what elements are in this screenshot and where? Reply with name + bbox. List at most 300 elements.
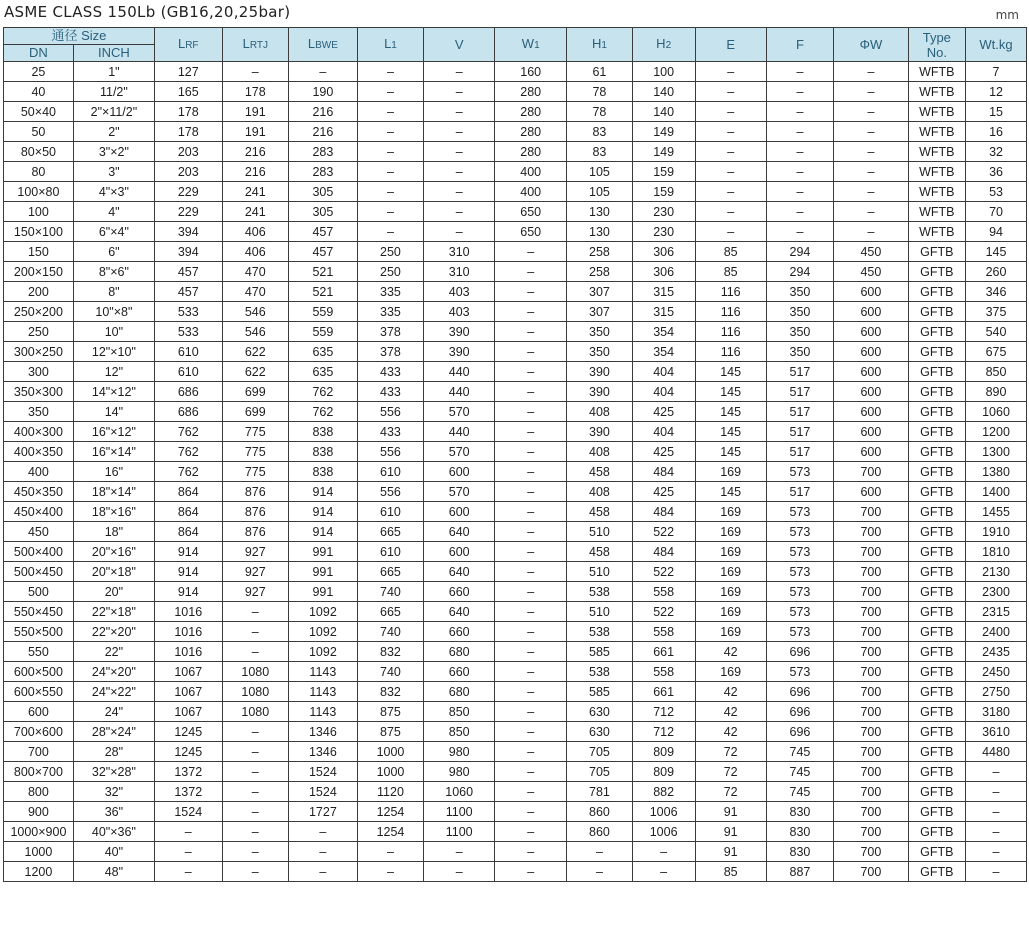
lrtj-cell: 699 (222, 402, 288, 422)
weight-cell: 16 (966, 122, 1027, 142)
inch-cell: 12" (73, 362, 154, 382)
l1-cell: 610 (357, 462, 423, 482)
l1-cell: 250 (357, 262, 423, 282)
w1-cell: – (495, 702, 567, 722)
l1-cell: 250 (357, 242, 423, 262)
w1-cell: – (495, 422, 567, 442)
type-cell: GFTB (908, 782, 965, 802)
f-cell: – (766, 182, 834, 202)
w1-cell: – (495, 442, 567, 462)
dn-cell: 200 (4, 282, 74, 302)
weight-header: Wt.kg (966, 28, 1027, 62)
phiw-cell: 700 (834, 682, 908, 702)
h1-cell: 390 (567, 422, 632, 442)
type-cell: GFTB (908, 702, 965, 722)
l1-cell: – (357, 162, 423, 182)
table-row (4, 602, 1027, 622)
l1-cell: 1254 (357, 802, 423, 822)
phiw-cell: 700 (834, 762, 908, 782)
lrf-cell: 610 (154, 342, 222, 362)
type-cell: GFTB (908, 442, 965, 462)
lrf-cell: 762 (154, 462, 222, 482)
w1-header: W1 (495, 28, 567, 62)
type-cell: WFTB (908, 182, 965, 202)
phiw-cell: 700 (834, 502, 908, 522)
h2-cell: 140 (632, 82, 695, 102)
lbwe-cell: 521 (289, 282, 358, 302)
v-cell: 640 (424, 562, 495, 582)
v-cell: 600 (424, 542, 495, 562)
h2-cell: 425 (632, 402, 695, 422)
lrtj-cell: 470 (222, 262, 288, 282)
type-cell: WFTB (908, 102, 965, 122)
w1-cell: 160 (495, 62, 567, 82)
f-cell: – (766, 222, 834, 242)
e-cell: 42 (695, 702, 766, 722)
inch-cell: 11/2" (73, 82, 154, 102)
e-cell: 169 (695, 562, 766, 582)
l1-cell: 665 (357, 562, 423, 582)
phiw-cell: 600 (834, 422, 908, 442)
lrf-cell: 203 (154, 142, 222, 162)
table-row (4, 222, 1027, 242)
e-cell: – (695, 62, 766, 82)
type-cell: GFTB (908, 622, 965, 642)
lrtj-cell: 178 (222, 82, 288, 102)
dn-cell: 350×300 (4, 382, 74, 402)
lbwe-cell: – (289, 62, 358, 82)
lbwe-cell: 1143 (289, 682, 358, 702)
type-cell: GFTB (908, 802, 965, 822)
type-cell: GFTB (908, 742, 965, 762)
h2-cell: 354 (632, 342, 695, 362)
l1-cell: 610 (357, 502, 423, 522)
f-cell: 830 (766, 842, 834, 862)
dn-cell: 700 (4, 742, 74, 762)
table-row (4, 362, 1027, 382)
lrtj-cell: 699 (222, 382, 288, 402)
l1-cell: 556 (357, 402, 423, 422)
weight-cell: 2130 (966, 562, 1027, 582)
dn-cell: 25 (4, 62, 74, 82)
phiw-cell: 700 (834, 622, 908, 642)
type-cell: GFTB (908, 462, 965, 482)
h1-cell: 705 (567, 742, 632, 762)
w1-cell: 650 (495, 202, 567, 222)
h1-cell: 630 (567, 722, 632, 742)
l1-cell: 335 (357, 302, 423, 322)
h1-cell: 458 (567, 502, 632, 522)
inch-cell: 2" (73, 122, 154, 142)
inch-cell: 10" (73, 322, 154, 342)
v-cell: 310 (424, 242, 495, 262)
h2-cell: 404 (632, 362, 695, 382)
h1-header: H1 (567, 28, 632, 62)
lbwe-cell: 1143 (289, 662, 358, 682)
inch-cell: 36" (73, 802, 154, 822)
e-cell: 145 (695, 382, 766, 402)
l1-cell: 1120 (357, 782, 423, 802)
type-cell: GFTB (908, 542, 965, 562)
table-row (4, 102, 1027, 122)
h2-cell: – (632, 862, 695, 882)
dn-cell: 900 (4, 802, 74, 822)
table-row (4, 642, 1027, 662)
f-cell: 696 (766, 682, 834, 702)
lrf-cell: 864 (154, 482, 222, 502)
h1-cell: 408 (567, 482, 632, 502)
phiw-cell: – (834, 222, 908, 242)
f-cell: – (766, 122, 834, 142)
table-row (4, 342, 1027, 362)
lrf-cell: 533 (154, 302, 222, 322)
v-cell: 980 (424, 742, 495, 762)
lbwe-cell: 1092 (289, 642, 358, 662)
dn-cell: 300 (4, 362, 74, 382)
h1-cell: 390 (567, 362, 632, 382)
type-cell: WFTB (908, 142, 965, 162)
dn-cell: 350 (4, 402, 74, 422)
lrtj-cell: – (222, 802, 288, 822)
e-cell: 42 (695, 682, 766, 702)
dn-header: DN (4, 45, 74, 62)
weight-cell: 1200 (966, 422, 1027, 442)
weight-cell: 260 (966, 262, 1027, 282)
h2-cell: 558 (632, 622, 695, 642)
type-cell: WFTB (908, 122, 965, 142)
table-row (4, 842, 1027, 862)
type-cell: WFTB (908, 62, 965, 82)
dn-cell: 400 (4, 462, 74, 482)
f-cell: 573 (766, 542, 834, 562)
e-cell: 42 (695, 642, 766, 662)
table-row (4, 62, 1027, 82)
dn-cell: 80 (4, 162, 74, 182)
lbwe-cell: 283 (289, 162, 358, 182)
weight-cell: 675 (966, 342, 1027, 362)
type-cell: GFTB (908, 662, 965, 682)
type-cell: GFTB (908, 342, 965, 362)
e-cell: 116 (695, 322, 766, 342)
lrf-cell: – (154, 842, 222, 862)
w1-cell: – (495, 742, 567, 762)
w1-cell: – (495, 402, 567, 422)
f-cell: 830 (766, 802, 834, 822)
lbwe-cell: 635 (289, 362, 358, 382)
phiw-cell: 700 (834, 802, 908, 822)
type-cell: WFTB (908, 202, 965, 222)
dn-cell: 50×40 (4, 102, 74, 122)
lrtj-cell: – (222, 602, 288, 622)
inch-cell: 22"×20" (73, 622, 154, 642)
type-cell: GFTB (908, 322, 965, 342)
dn-cell: 200×150 (4, 262, 74, 282)
table-row (4, 702, 1027, 722)
phiw-cell: 700 (834, 822, 908, 842)
table-row (4, 622, 1027, 642)
inch-cell: 2"×11/2" (73, 102, 154, 122)
lrf-cell: 1067 (154, 682, 222, 702)
h2-cell: 1006 (632, 822, 695, 842)
weight-cell: 850 (966, 362, 1027, 382)
e-cell: 145 (695, 482, 766, 502)
lrtj-cell: – (222, 762, 288, 782)
page-title: ASME CLASS 150Lb (GB16,20,25bar) (4, 3, 291, 21)
h2-cell: 149 (632, 142, 695, 162)
lrf-cell: 533 (154, 322, 222, 342)
h1-cell: 130 (567, 222, 632, 242)
w1-cell: 400 (495, 182, 567, 202)
e-cell: 85 (695, 262, 766, 282)
v-cell: 680 (424, 682, 495, 702)
f-cell: 517 (766, 382, 834, 402)
lbwe-cell: 1092 (289, 602, 358, 622)
dn-cell: 450×400 (4, 502, 74, 522)
v-cell: 1100 (424, 822, 495, 842)
l1-cell: 378 (357, 342, 423, 362)
phiw-cell: 700 (834, 742, 908, 762)
dn-cell: 80×50 (4, 142, 74, 162)
lrtj-cell: 191 (222, 122, 288, 142)
w1-cell: – (495, 462, 567, 482)
w1-cell: – (495, 822, 567, 842)
f-cell: 573 (766, 602, 834, 622)
type-cell: GFTB (908, 242, 965, 262)
inch-cell: 6"×4" (73, 222, 154, 242)
lbwe-cell: 762 (289, 382, 358, 402)
v-cell: 660 (424, 622, 495, 642)
h1-cell: 78 (567, 102, 632, 122)
dn-cell: 600 (4, 702, 74, 722)
table-row (4, 822, 1027, 842)
lrf-cell: 686 (154, 402, 222, 422)
type-cell: GFTB (908, 842, 965, 862)
h2-cell: 558 (632, 582, 695, 602)
type-cell: GFTB (908, 722, 965, 742)
phiw-cell: – (834, 202, 908, 222)
inch-cell: 24"×20" (73, 662, 154, 682)
e-cell: 91 (695, 842, 766, 862)
h1-cell: 61 (567, 62, 632, 82)
lrf-cell: – (154, 862, 222, 882)
phiw-cell: 700 (834, 722, 908, 742)
dn-cell: 600×550 (4, 682, 74, 702)
l1-cell: 740 (357, 582, 423, 602)
inch-header: INCH (73, 45, 154, 62)
f-cell: – (766, 202, 834, 222)
lbwe-cell: 457 (289, 222, 358, 242)
type-cell: GFTB (908, 602, 965, 622)
v-cell: 390 (424, 342, 495, 362)
lrf-cell: 864 (154, 502, 222, 522)
l1-cell: – (357, 842, 423, 862)
v-cell: 850 (424, 722, 495, 742)
lrtj-cell: 876 (222, 502, 288, 522)
type-cell: GFTB (908, 262, 965, 282)
inch-cell: 3" (73, 162, 154, 182)
phiw-cell: – (834, 162, 908, 182)
inch-cell: 20"×16" (73, 542, 154, 562)
e-cell: 85 (695, 862, 766, 882)
phiw-cell: – (834, 102, 908, 122)
dimension-table (3, 27, 1027, 882)
lrtj-cell: 241 (222, 182, 288, 202)
lrtj-cell: 927 (222, 542, 288, 562)
w1-cell: 400 (495, 162, 567, 182)
v-cell: 680 (424, 642, 495, 662)
h1-cell: – (567, 842, 632, 862)
inch-cell: 20"×18" (73, 562, 154, 582)
w1-cell: – (495, 302, 567, 322)
lrf-cell: 1016 (154, 602, 222, 622)
e-cell: 169 (695, 622, 766, 642)
lbwe-cell: 521 (289, 262, 358, 282)
f-cell: 696 (766, 642, 834, 662)
lrf-cell: 229 (154, 182, 222, 202)
weight-cell: 53 (966, 182, 1027, 202)
h1-cell: 538 (567, 622, 632, 642)
weight-cell: 540 (966, 322, 1027, 342)
lrtj-cell: – (222, 742, 288, 762)
l1-cell: 875 (357, 702, 423, 722)
inch-cell: 16" (73, 462, 154, 482)
lbwe-cell: 1727 (289, 802, 358, 822)
lbwe-cell: 1092 (289, 622, 358, 642)
w1-cell: 280 (495, 122, 567, 142)
h1-cell: 705 (567, 762, 632, 782)
table-row (4, 282, 1027, 302)
lrf-cell: 178 (154, 102, 222, 122)
lrtj-cell: 775 (222, 462, 288, 482)
lbwe-cell: – (289, 862, 358, 882)
weight-cell: 4480 (966, 742, 1027, 762)
inch-cell: 8"×6" (73, 262, 154, 282)
f-cell: 745 (766, 742, 834, 762)
e-cell: – (695, 222, 766, 242)
lrf-cell: 1245 (154, 742, 222, 762)
table-row (4, 462, 1027, 482)
h1-cell: 860 (567, 822, 632, 842)
l1-cell: 433 (357, 422, 423, 442)
h2-cell: 404 (632, 382, 695, 402)
weight-cell: 1455 (966, 502, 1027, 522)
f-cell: 517 (766, 402, 834, 422)
inch-cell: 14"×12" (73, 382, 154, 402)
lbwe-cell: 216 (289, 102, 358, 122)
table-row (4, 722, 1027, 742)
w1-cell: – (495, 602, 567, 622)
e-cell: 72 (695, 762, 766, 782)
h1-cell: 390 (567, 382, 632, 402)
v-cell: – (424, 142, 495, 162)
type-cell: GFTB (908, 382, 965, 402)
l1-cell: – (357, 102, 423, 122)
table-row (4, 802, 1027, 822)
e-cell: 116 (695, 282, 766, 302)
lrtj-cell: – (222, 622, 288, 642)
weight-cell: 375 (966, 302, 1027, 322)
v-cell: 440 (424, 382, 495, 402)
e-cell: – (695, 142, 766, 162)
phiw-cell: 600 (834, 482, 908, 502)
h2-cell: 425 (632, 482, 695, 502)
h1-cell: 538 (567, 662, 632, 682)
e-cell: 145 (695, 402, 766, 422)
phiw-cell: – (834, 142, 908, 162)
h1-cell: 510 (567, 522, 632, 542)
inch-cell: 18"×14" (73, 482, 154, 502)
h1-cell: – (567, 862, 632, 882)
phiw-cell: 600 (834, 302, 908, 322)
e-cell: 169 (695, 662, 766, 682)
h1-cell: 258 (567, 262, 632, 282)
lrf-cell: 165 (154, 82, 222, 102)
l1-cell: 665 (357, 522, 423, 542)
lbwe-cell: 991 (289, 562, 358, 582)
l1-cell: – (357, 222, 423, 242)
h1-cell: 458 (567, 462, 632, 482)
lrtj-cell: – (222, 722, 288, 742)
lrf-cell: 610 (154, 362, 222, 382)
e-cell: 169 (695, 522, 766, 542)
lbwe-cell: 190 (289, 82, 358, 102)
h2-cell: 354 (632, 322, 695, 342)
dn-cell: 1000×900 (4, 822, 74, 842)
table-row (4, 742, 1027, 762)
e-cell: 91 (695, 802, 766, 822)
w1-cell: 280 (495, 102, 567, 122)
type-header: Type No. (908, 28, 965, 62)
f-cell: – (766, 82, 834, 102)
table-row (4, 582, 1027, 602)
e-cell: 169 (695, 602, 766, 622)
dn-cell: 400×300 (4, 422, 74, 442)
h2-cell: 100 (632, 62, 695, 82)
lbwe-cell: 216 (289, 122, 358, 142)
e-cell: 72 (695, 742, 766, 762)
l1-cell: 378 (357, 322, 423, 342)
type-cell: WFTB (908, 162, 965, 182)
lrtj-cell: 1080 (222, 702, 288, 722)
phiw-cell: 700 (834, 862, 908, 882)
v-cell: – (424, 162, 495, 182)
f-cell: 573 (766, 462, 834, 482)
dn-cell: 800 (4, 782, 74, 802)
v-cell: – (424, 82, 495, 102)
lrf-cell: 686 (154, 382, 222, 402)
l1-cell: 433 (357, 362, 423, 382)
dn-cell: 250×200 (4, 302, 74, 322)
inch-cell: 32"×28" (73, 762, 154, 782)
f-cell: 830 (766, 822, 834, 842)
weight-cell: 3180 (966, 702, 1027, 722)
phiw-cell: 600 (834, 342, 908, 362)
w1-cell: – (495, 482, 567, 502)
dn-cell: 550×450 (4, 602, 74, 622)
lrf-cell: 864 (154, 522, 222, 542)
weight-cell: 1910 (966, 522, 1027, 542)
e-cell: 91 (695, 822, 766, 842)
f-cell: 517 (766, 422, 834, 442)
table-row (4, 162, 1027, 182)
inch-cell: 1" (73, 62, 154, 82)
h2-cell: 404 (632, 422, 695, 442)
w1-cell: 280 (495, 82, 567, 102)
f-cell: 517 (766, 442, 834, 462)
inch-cell: 12"×10" (73, 342, 154, 362)
table-row (4, 502, 1027, 522)
inch-cell: 40" (73, 842, 154, 862)
